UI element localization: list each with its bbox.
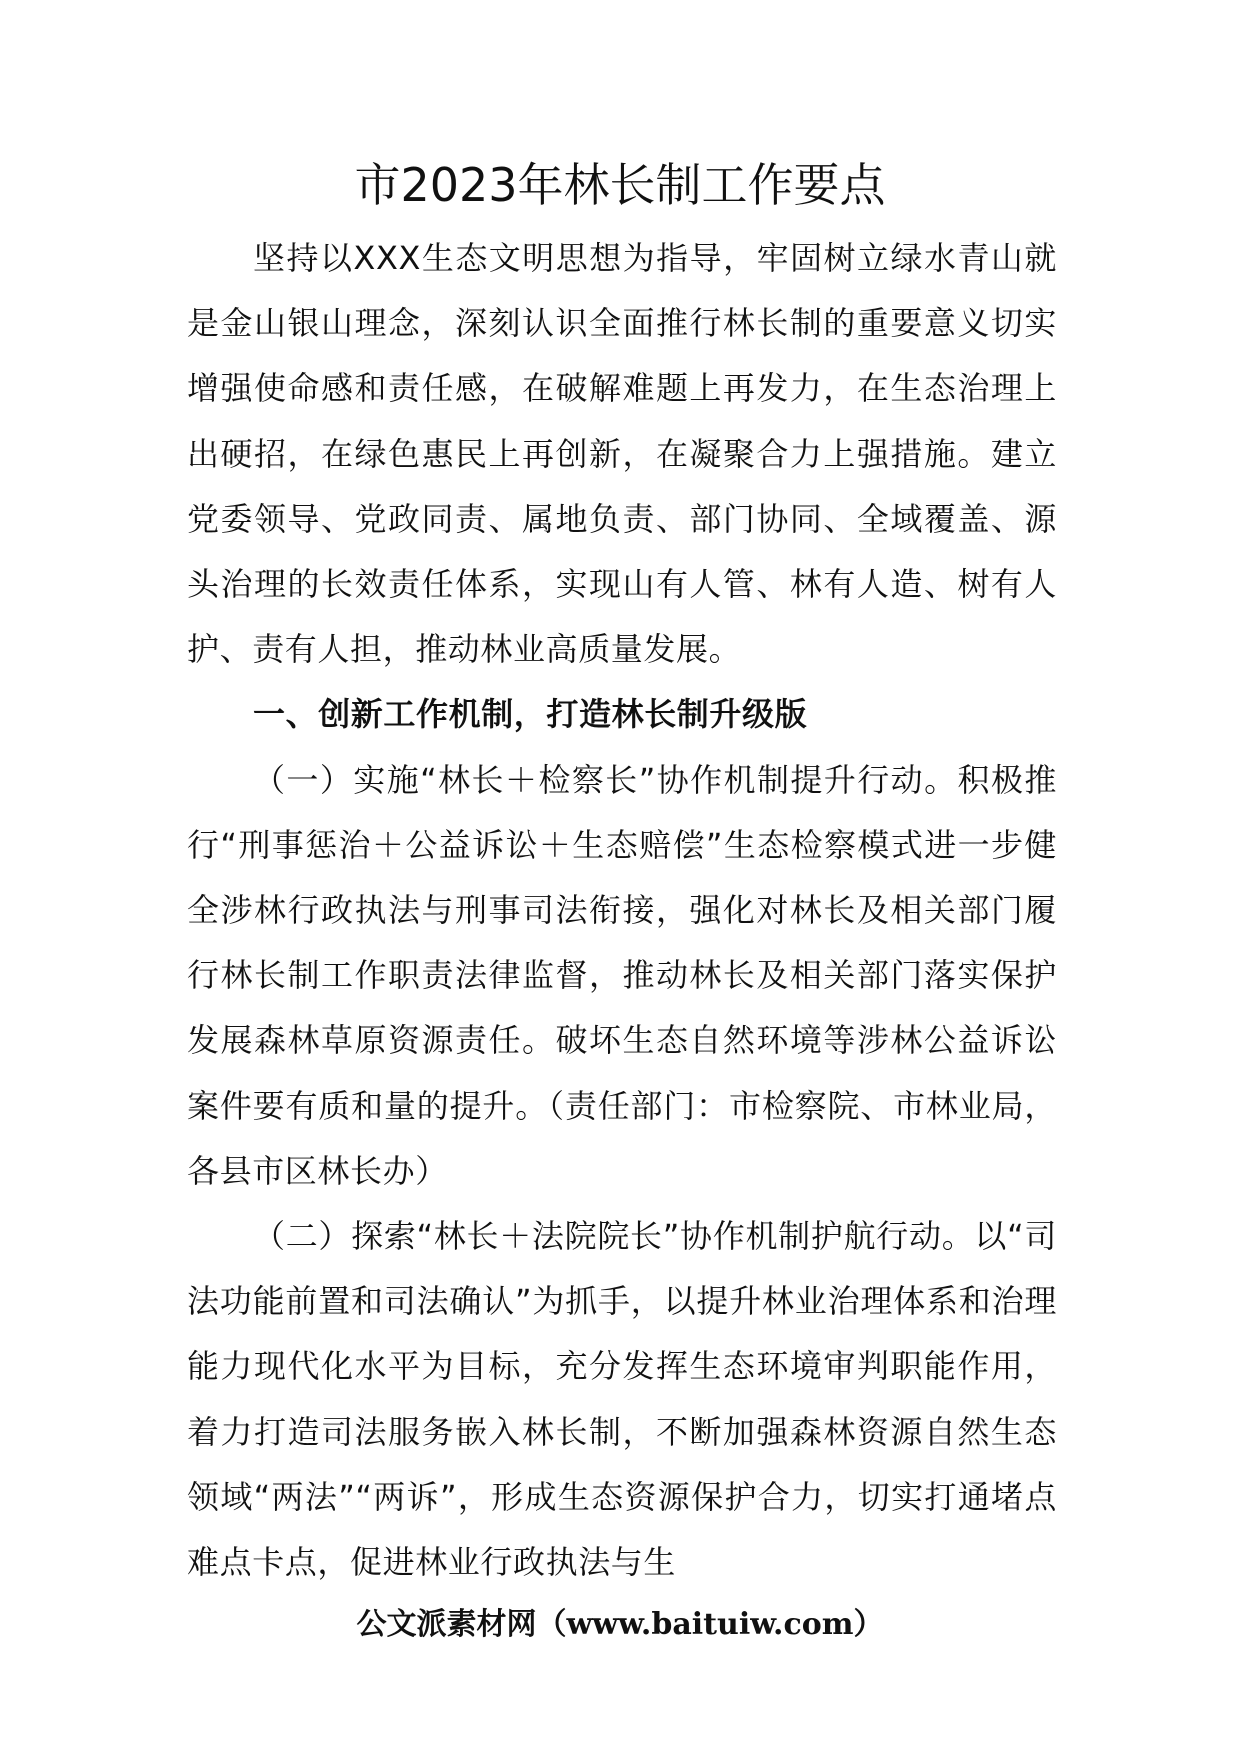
section-heading: 一、创新工作机制，打造林长制升级版 — [253, 695, 808, 734]
item-2-paragraph: （二）探索“林长＋法院院长”协作机制护航行动。以“司法功能前置和司法确认”为抓手，以提升林业治理体系和治理能力现代化水平为目标，充分发挥生态环境审判职能作用，着力打造司法服务嵌入林长制，不断加强森林资源自然生态领域“两法”“两诉”，形成生态资源保护合力，切实打通堵点难点卡点，促进林业行政执法与生 — [187, 1217, 1057, 1582]
document-body — [187, 226, 1057, 1595]
item-1-paragraph: （一）实施“林长＋检察长”协作机制提升行动。积极推行“刑事惩治＋公益诉讼＋生态赔偿”生态检察模式进一步健全涉林行政执法与刑事司法衔接，强化对林长及相关部门履行林长制工作职责法律监督，推动林长及相关部门落实保护发展森林草原资源责任。破坏生态自然环境等涉林公益诉讼案件要有质和量的提升。（责任部门：市检察院、市林业局，各县市区林长办） — [187, 760, 1057, 1190]
footer-watermark: 公文派素材网（www.baituiw.com） — [356, 1607, 884, 1642]
document-title: 市2023年林长制工作要点 — [354, 158, 886, 212]
intro-paragraph: 坚持以XXX生态文明思想为指导，牢固树立绿水青山就是金山银山理念，深刻认识全面推行林长制的重要意义切实增强使命感和责任感，在破解难题上再发力，在生态治理上出硬招，在绿色惠民上再创新，在凝聚合力上强措施。建立党委领导、党政同责、属地负责、部门协同、全域覆盖、源头治理的长效责任体系，实现山有人管、林有人造、树有人护、责有人担，推动林业高质量发展。 — [187, 239, 1057, 669]
